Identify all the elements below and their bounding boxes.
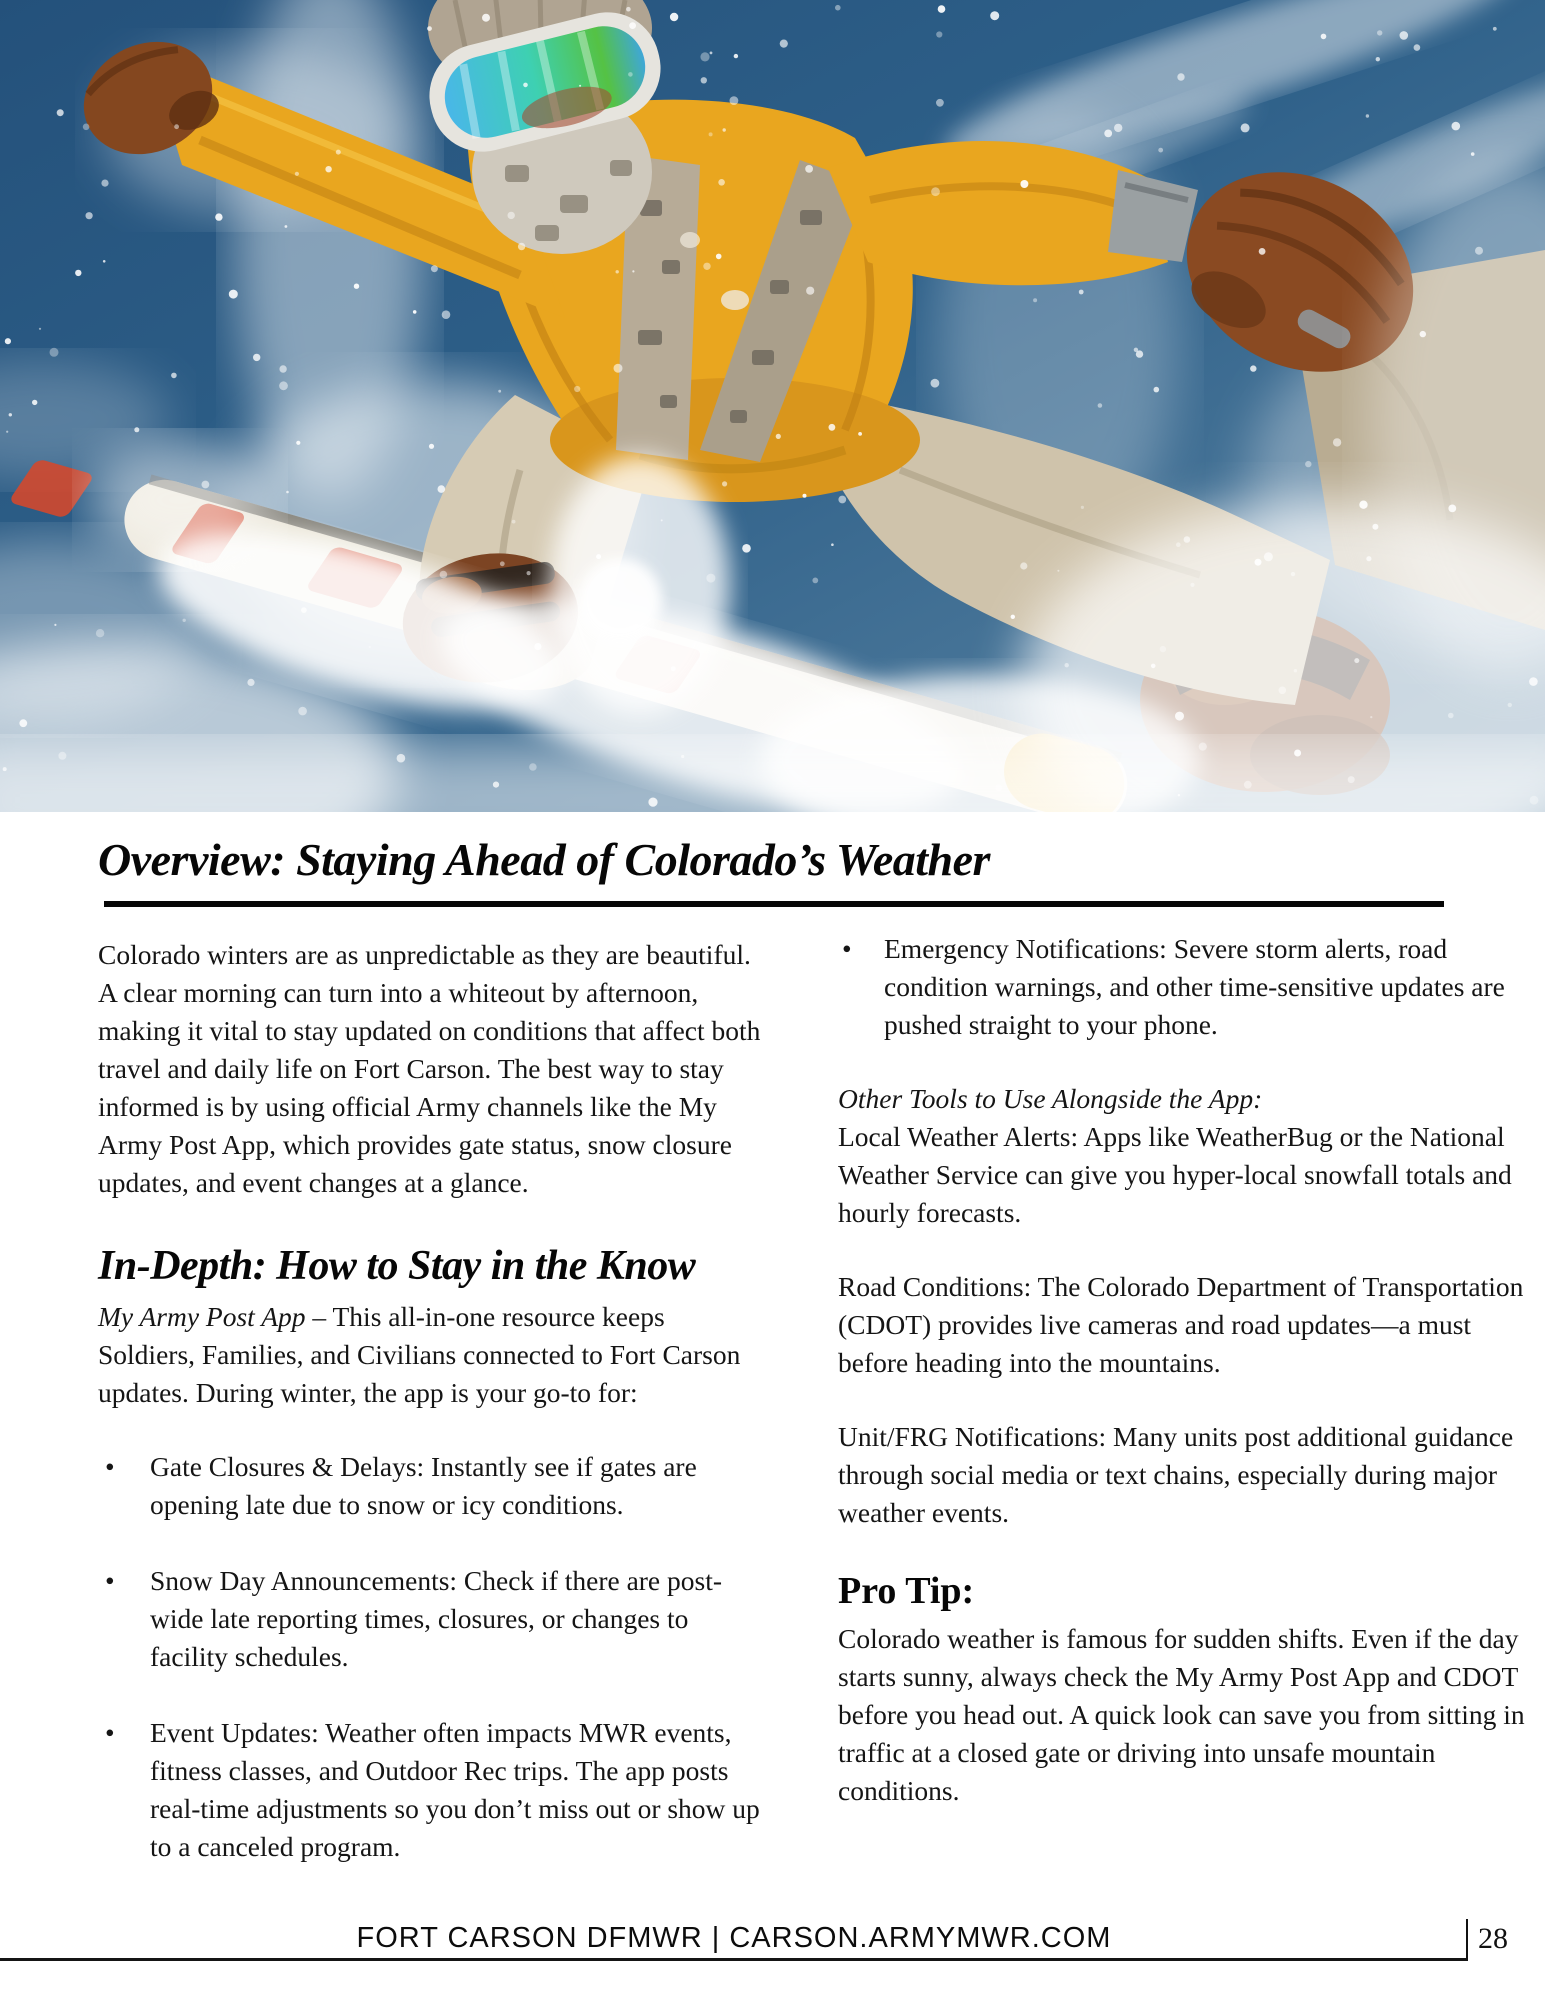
right-bullet-list (838, 930, 1525, 1044)
bullet-text: Emergency Notifications: Severe storm alerts, road condition warnings, and other time-sensitive updates are pushed straight to your phone. (884, 933, 1505, 1040)
bullet-icon: • (105, 1451, 115, 1482)
page-number-divider (1466, 1919, 1468, 1959)
app-paragraph-rest: – This all-in-one resource keeps Soldiers, Families, and Civilians connected to Fort Carson updates. During winter, the app is your go-to for: (98, 1301, 741, 1408)
section-heading: In-Depth: How to Stay in the Know (98, 1243, 696, 1289)
pro-tip-paragraph: Colorado weather is famous for sudden shifts. Even if the day starts sunny, always check the My Army Post App and CDOT before you head out. A quick look can save you from sitting in traffic at a closed gate or driving into unsafe mountain conditions. (838, 1623, 1525, 1806)
pro-tip-heading: Pro Tip: (838, 1570, 975, 1612)
app-name: My Army Post App (98, 1301, 306, 1332)
page-number: 28 (1478, 1922, 1508, 1955)
page-title: Overview: Staying Ahead of Colorado’s Weather (98, 834, 990, 885)
footer-divider (0, 1958, 1468, 1961)
bullet-text: Snow Day Announcements: Check if there are post-wide late reporting times, closures, or changes to facility schedules. (150, 1565, 723, 1672)
app-paragraph (98, 1298, 763, 1412)
bullet-icon: • (842, 933, 852, 964)
left-bullet-list (98, 1448, 763, 1866)
list-item (838, 930, 1525, 1044)
tool-paragraph: Unit/FRG Notifications: Many units post additional guidance through social media or text chains, especially during major weather events. (838, 1421, 1514, 1528)
list-item (98, 1562, 763, 1676)
bullet-icon: • (105, 1717, 115, 1748)
list-item (98, 1448, 763, 1524)
list-item (98, 1714, 763, 1866)
tool-paragraph: Local Weather Alerts: Apps like WeatherBug or the National Weather Service can give you hyper-local snowfall totals and hourly forecasts. (838, 1121, 1512, 1228)
other-tools-heading: Other Tools to Use Alongside the App: (838, 1083, 1263, 1114)
footer-text: FORT CARSON DFMWR | CARSON.ARMYMWR.COM (356, 1922, 1112, 1954)
bullet-text: Event Updates: Weather often impacts MWR events, fitness classes, and Outdoor Rec trips. The app posts real-time adjustments so you don’t miss out or show up to a canceled program. (150, 1717, 760, 1862)
left-column (98, 936, 763, 1904)
title-divider (104, 901, 1444, 907)
hero-image-snowboarder (0, 0, 1545, 812)
right-column (838, 930, 1525, 1846)
bullet-text: Gate Closures & Delays: Instantly see if gates are opening late due to snow or icy conditions. (150, 1451, 697, 1520)
tool-paragraph: Road Conditions: The Colorado Department of Transportation (CDOT) provides live cameras and road updates—a must before heading into the mountains. (838, 1271, 1524, 1378)
bullet-icon: • (105, 1565, 115, 1596)
intro-paragraph: Colorado winters are as unpredictable as they are beautiful. A clear morning can turn into a whiteout by afternoon, making it vital to stay updated on conditions that affect both travel and daily life on Fort Carson. The best way to stay informed is by using official Army channels like the My Army Post App, which provides gate status, snow closure updates, and event changes at a glance. (98, 939, 761, 1198)
